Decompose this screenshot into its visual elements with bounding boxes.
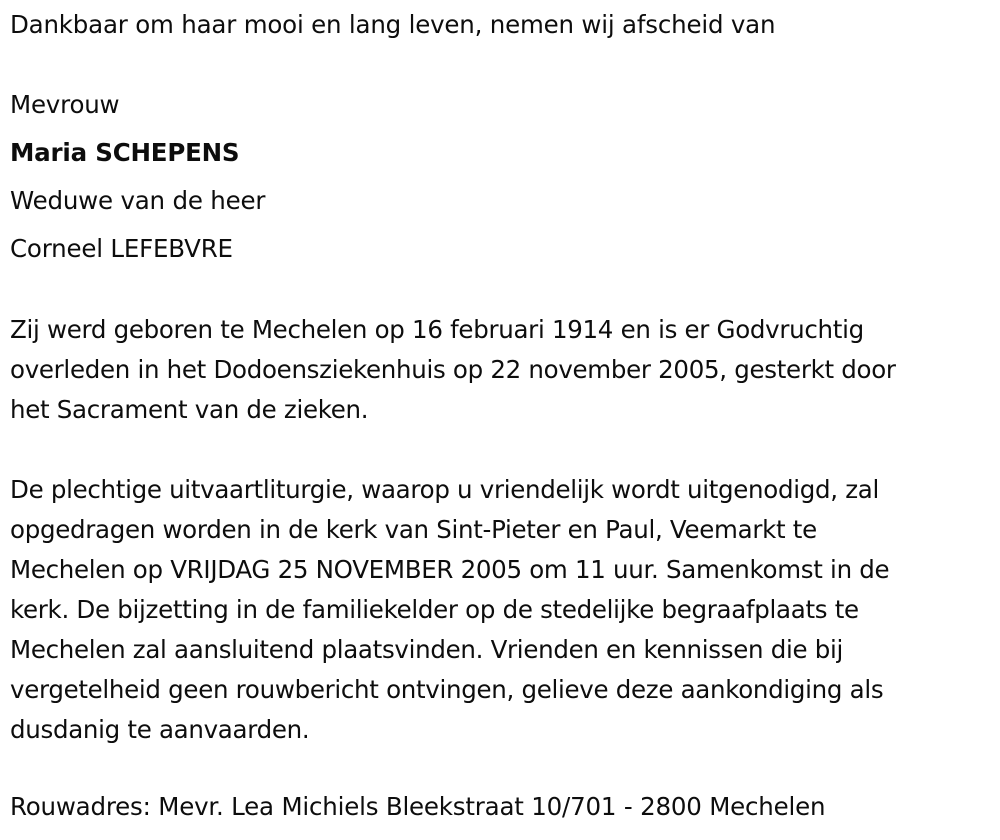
mourning-address: Rouwadres: Mevr. Lea Michiels Bleekstraat 10/701 - 2800 Mechelen bbox=[10, 792, 826, 821]
paragraph-line: opgedragen worden in de kerk van Sint-Pieter en Paul, Veemarkt te bbox=[10, 515, 817, 544]
paragraph-line: overleden in het Dodoensziekenhuis op 22 november 2005, gesterkt door bbox=[10, 355, 896, 384]
funeral-paragraph bbox=[10, 470, 995, 750]
birth-death-paragraph bbox=[10, 310, 995, 430]
paragraph-line: Mechelen op VRIJDAG 25 NOVEMBER 2005 om 11 uur. Samenkomst in de bbox=[10, 555, 890, 584]
paragraph-line: Mechelen zal aansluitend plaatsvinden. Vrienden en kennissen die bij bbox=[10, 635, 843, 664]
paragraph-line: vergetelheid geen rouwbericht ontvingen, gelieve deze aankondiging als bbox=[10, 675, 884, 704]
paragraph-line: kerk. De bijzetting in de familiekelder op de stedelijke begraafplaats te bbox=[10, 595, 859, 624]
salutation: Mevrouw bbox=[10, 90, 120, 119]
paragraph-line: het Sacrament van de zieken. bbox=[10, 395, 369, 424]
paragraph-line: dusdanig te aanvaarden. bbox=[10, 715, 310, 744]
paragraph-line: Zij werd geboren te Mechelen op 16 februari 1914 en is er Godvruchtig bbox=[10, 315, 864, 344]
relation-line: Weduwe van de heer bbox=[10, 186, 266, 215]
intro-line: Dankbaar om haar mooi en lang leven, nemen wij afscheid van bbox=[10, 10, 776, 39]
spouse-name: Corneel LEFEBVRE bbox=[10, 234, 233, 263]
paragraph-line: De plechtige uitvaartliturgie, waarop u vriendelijk wordt uitgenodigd, zal bbox=[10, 475, 879, 504]
deceased-name: Maria SCHEPENS bbox=[10, 138, 240, 167]
